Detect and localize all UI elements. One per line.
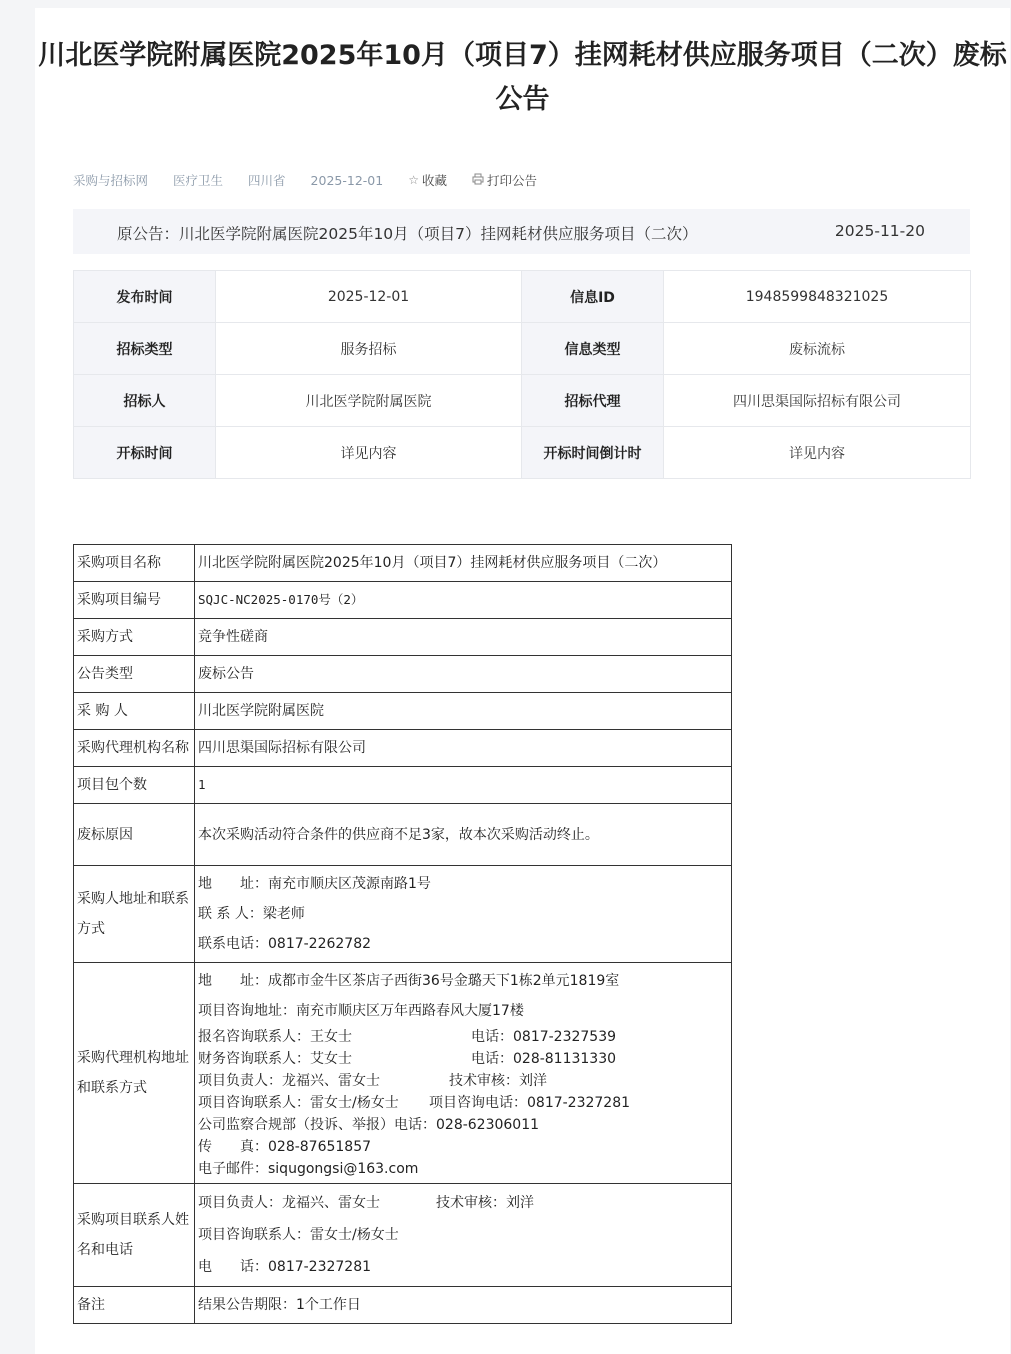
original-notice-date: 2025-11-20 [834,222,925,240]
detail-row [74,582,732,619]
region-link[interactable]: 四川省 [248,173,286,188]
project-manager: 项目负责人：龙福兴、雷女士 [198,1195,380,1211]
printer-icon [472,173,484,188]
info-key: 信息类型 [522,323,664,375]
agency-finance-contact: 财务咨询联系人：艾女士 [198,1051,352,1067]
industry-link[interactable]: 医疗卫生 [173,173,224,188]
detail-key: 采购项目名称 [74,545,195,582]
agency-manager-line [198,1070,731,1092]
detail-value: 川北医学院附属医院 [195,693,732,730]
info-value: 四川思渠国际招标有限公司 [664,375,971,427]
info-key: 招标代理 [522,375,664,427]
info-row [74,271,971,323]
info-key: 发布时间 [74,271,216,323]
detail-value: 1 [195,767,732,804]
project-tech: 技术审核：刘洋 [436,1195,534,1211]
info-key: 招标人 [74,375,216,427]
detail-row [74,866,732,963]
source-link[interactable]: 采购与招标网 [73,173,149,188]
original-notice-link[interactable]: 原公告：川北医学院附属医院2025年10月（项目7）挂网耗材供应服务项目（二次） [117,225,698,243]
detail-row [74,619,732,656]
info-value: 废标流标 [664,323,971,375]
original-notice-bar[interactable] [73,209,970,254]
publish-date: 2025-12-01 [310,172,384,188]
detail-value: SQJC-NC2025-0170号（2） [195,582,732,619]
info-value: 川北医学院附属医院 [216,375,522,427]
agency-email[interactable]: 电子邮件：siqugongsi@163.com [198,1161,419,1177]
agency-consult-address: 项目咨询地址：南充市顺庆区万年西路春风大厦17楼 [198,1003,524,1019]
detail-value [195,866,732,963]
purchaser-address: 地 址：南充市顺庆区茂源南路1号 [198,876,431,892]
info-value: 1948599848321025 [664,271,971,323]
detail-row [74,804,732,866]
detail-value: 本次采购活动符合条件的供应商不足3家，故本次采购活动终止。 [195,804,732,866]
detail-key: 采购方式 [74,619,195,656]
agency-consult-phone: 项目咨询电话：0817-2327281 [429,1095,631,1111]
detail-key: 备注 [74,1287,195,1324]
agency-finance-phone: 电话：028-81131330 [471,1051,617,1067]
agency-consult-contact: 项目咨询联系人：雷女士/杨女士 [198,1095,399,1111]
detail-value: 四川思渠国际招标有限公司 [195,730,732,767]
info-row [74,375,971,427]
favorite-button[interactable] [408,171,447,189]
page-title: 川北医学院附属医院2025年10月（项目7）挂网耗材供应服务项目（二次）废标公告 [38,40,1007,115]
info-value: 2025-12-01 [216,271,522,323]
agency-signup-phone: 电话：0817-2327539 [471,1029,617,1045]
detail-value [195,1184,732,1287]
detail-row [74,656,732,693]
detail-value: 川北医学院附属医院2025年10月（项目7）挂网耗材供应服务项目（二次） [195,545,732,582]
detail-key: 采购人地址和联系方式 [74,866,195,963]
detail-value [195,963,732,1184]
agency-finance-line [198,1048,731,1070]
project-phone: 电 话：0817-2327281 [198,1259,372,1275]
agency-signup-contact: 报名咨询联系人：王女士 [198,1029,352,1045]
print-button[interactable] [472,171,537,189]
detail-row [74,693,732,730]
agency-manager: 项目负责人：龙福兴、雷女士 [198,1073,380,1089]
detail-row [74,730,732,767]
detail-row [74,767,732,804]
detail-table [73,544,732,1324]
info-table [73,270,971,479]
info-row [74,323,971,375]
agency-signup-line [198,1026,731,1048]
favorite-label: 收藏 [421,173,447,188]
info-row [74,427,971,479]
detail-key: 采购项目编号 [74,582,195,619]
agency-supervise-phone: 公司监察合规部（投诉、举报）电话：028-62306011 [198,1117,540,1133]
notice-page [35,8,1010,1354]
detail-key: 项目包个数 [74,767,195,804]
agency-tech: 技术审核：刘洋 [449,1073,547,1089]
meta-bar [73,170,562,190]
agency-address: 地 址：成都市金牛区茶店子西街36号金璐天下1栋2单元1819室 [198,973,620,989]
project-consult-contact: 项目咨询联系人：雷女士/杨女士 [198,1227,399,1243]
detail-row [74,1287,732,1324]
purchaser-contact-person: 联 系 人：梁老师 [198,906,305,922]
detail-row [74,545,732,582]
info-value: 详见内容 [664,427,971,479]
detail-row [74,1184,732,1287]
agency-consult-line [198,1092,731,1114]
detail-key: 采购代理机构地址和联系方式 [74,963,195,1184]
star-icon: ☆ [408,173,419,187]
info-key: 招标类型 [74,323,216,375]
project-manager-line [198,1187,731,1219]
detail-value: 废标公告 [195,656,732,693]
detail-key: 废标原因 [74,804,195,866]
detail-value: 竞争性磋商 [195,619,732,656]
print-label: 打印公告 [486,173,537,188]
agency-fax: 传 真：028-87651857 [198,1139,372,1155]
purchaser-phone: 联系电话：0817-2262782 [198,936,372,952]
detail-key: 公告类型 [74,656,195,693]
detail-key: 采 购 人 [74,693,195,730]
info-key: 开标时间倒计时 [522,427,664,479]
info-key: 信息ID [522,271,664,323]
info-key: 开标时间 [74,427,216,479]
info-value: 详见内容 [216,427,522,479]
info-value: 服务招标 [216,323,522,375]
detail-value: 结果公告期限：1个工作日 [195,1287,732,1324]
detail-key: 采购代理机构名称 [74,730,195,767]
detail-key: 采购项目联系人姓名和电话 [74,1184,195,1287]
detail-row [74,963,732,1184]
